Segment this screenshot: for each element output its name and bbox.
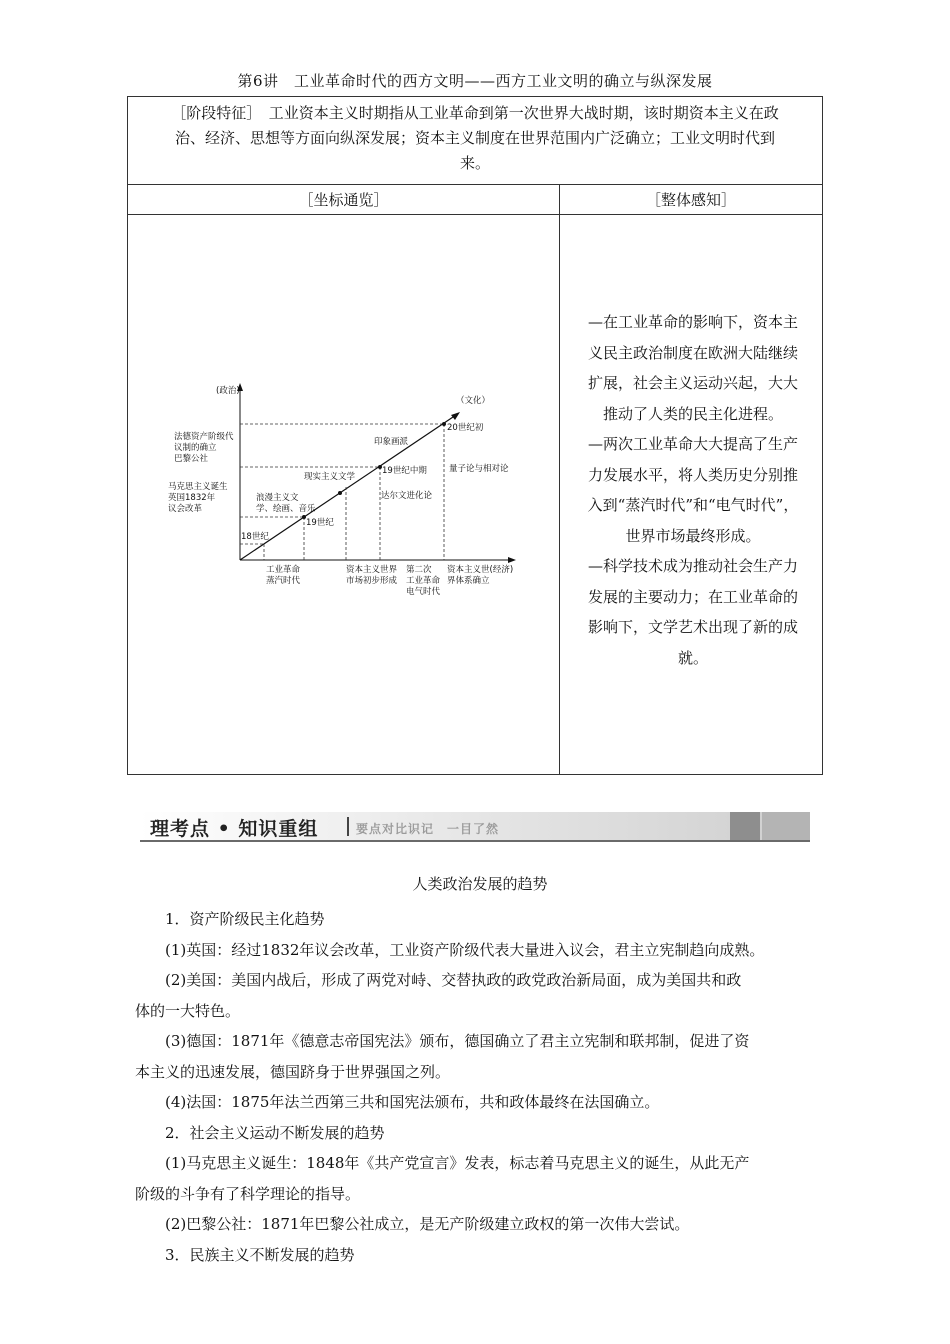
summary-line: 就。 [677,648,708,667]
header-overall-perception: ［整体感知］ [645,191,736,209]
trend-line [240,415,456,560]
label-19c-mid: 19世纪中期 [382,466,427,476]
x-label-capitalist-system: 界体系确立 [447,576,490,586]
politics-marx-line: 英国1832年 [168,493,216,503]
trend-arrow [451,412,460,420]
section-banner [140,812,810,842]
label-20c: 20世纪初 [447,423,484,433]
stage-feature [128,97,822,185]
y-axis-label: (政治) [216,386,240,396]
stage-feature-line: 治、经济、思想等方面向纵深发展；资本主义制度在世界范围内广泛确立；工业文明时代到 [174,129,775,147]
banner-separator [347,817,349,836]
paragraph: 3．民族主义不断发展的趋势 [165,1245,355,1264]
summary-line: 义民主政治制度在欧洲大陆继续 [587,343,798,362]
culture-romantic-line: 学、绘画、音乐 [256,504,316,514]
overview-table [127,96,823,775]
paragraph: 阶级的斗争有了科学理论的指导。 [135,1184,361,1203]
paragraph: 体的一大特色。 [135,1001,241,1020]
x-label-second-industrial: 工业革命 [406,576,441,586]
paragraph: (3)德国：1871年《德意志帝国宪法》颁布，德国确立了君主立宪制和联邦制，促进了资 [165,1032,750,1050]
summary-line: 扩展，社会主义运动兴起，大大 [587,374,798,392]
coordinate-diagram [168,377,553,617]
header-coordinate-overview: ［坐标通览］ [298,191,389,209]
culture-realism: 现实主义文学 [304,472,356,482]
summary-line: 推动了人类的民主化进程。 [602,404,783,423]
x-label-industrial: 工业革命 [266,565,301,575]
politics-paris-line: 法德资产阶级代 [174,432,234,442]
stage-feature-line: 来。 [459,154,490,172]
section-title: 人类政治发展的趋势 [412,875,548,893]
summary-line: 世界市场最终形成。 [625,526,761,545]
knowledge-content [135,872,825,1270]
table-header-row [128,185,822,215]
banner-underline [140,840,810,842]
x-label-world-market: 市场初步形成 [346,576,398,586]
culture-romantic-line: 浪漫主义文 [256,493,299,503]
x-label-second-industrial: 第二次 [406,565,432,575]
politics-marx-line: 议会改革 [168,504,203,514]
paragraph: (2)美国：美国内战后，形成了两党对峙、交替执政的政党政治新局面，成为美国共和政 [165,971,742,989]
page-title: 第6讲 工业革命时代的西方文明——西方工业文明的确立与纵深发展 [237,72,713,90]
x-label-industrial: 蒸汽时代 [266,576,301,586]
summary-line: —在工业革命的影响下，资本主 [587,313,798,331]
politics-paris-line: 巴黎公社 [174,454,209,464]
politics-marx-line: 马克思主义诞生 [168,482,228,492]
x-axis-arrow [508,557,516,563]
paragraph: (4)法国：1875年法兰西第三共和国宪法颁布，共和政体最终在法国确立。 [165,1093,660,1111]
paragraph: 本主义的迅速发展，德国跻身于世界强国之列。 [135,1062,451,1081]
label-18c: 18世纪 [241,532,269,542]
paragraph: (1)英国：经过1832年议会改革，工业资产阶级代表大量进入议会，君主立宪制趋向成熟。 [165,940,765,959]
x-label-second-industrial: 电气时代 [406,587,441,597]
culture-darwin: 达尔文进化论 [381,491,433,501]
culture-axis-label: （文化） [456,396,491,406]
point-20c [442,422,446,426]
banner-title: 理考点 • 知识重组 [150,818,319,840]
summary-line: 力发展水平，将人类历史分别推 [587,465,798,484]
summary-line: 发展的主要动力；在工业革命的 [587,587,798,606]
column-divider [559,185,560,774]
politics-paris-line: 议制的确立 [174,443,217,453]
culture-quantum: 量子论与相对论 [449,464,509,474]
overall-summary [568,307,818,673]
point-realism [338,491,342,495]
summary-line: —科学技术成为推动社会生产力 [587,557,798,575]
label-19c: 19世纪 [306,518,334,528]
culture-impressionism: 印象画派 [374,437,409,447]
banner-block [762,812,810,840]
x-label-world-market: 资本主义世界 [346,565,398,575]
x-label-capitalist-system: 资本主义世(经济) [447,565,514,575]
summary-line: 入到“蒸汽时代”和“电气时代”， [587,496,799,514]
paragraph: 2．社会主义运动不断发展的趋势 [165,1123,385,1142]
banner-block [730,812,760,840]
paragraph: (1)马克思主义诞生：1848年《共产党宣言》发表，标志着马克思主义的诞生，从此无产 [165,1154,750,1172]
summary-line: —两次工业革命大大提高了生产 [587,435,798,453]
paragraph: (2)巴黎公社：1871年巴黎公社成立，是无产阶级建立政权的第一次伟大尝试。 [165,1215,690,1233]
banner-subtitle: 要点对比识记 一目了然 [356,822,500,836]
paragraph: 1．资产阶级民主化趋势 [165,910,325,928]
stage-feature-line: ［阶段特征］ 工业资本主义时期指从工业革命到第一次世界大战时期，该时期资本主义在政 [171,104,779,122]
summary-line: 影响下，文学艺术出现了新的成 [587,618,798,636]
